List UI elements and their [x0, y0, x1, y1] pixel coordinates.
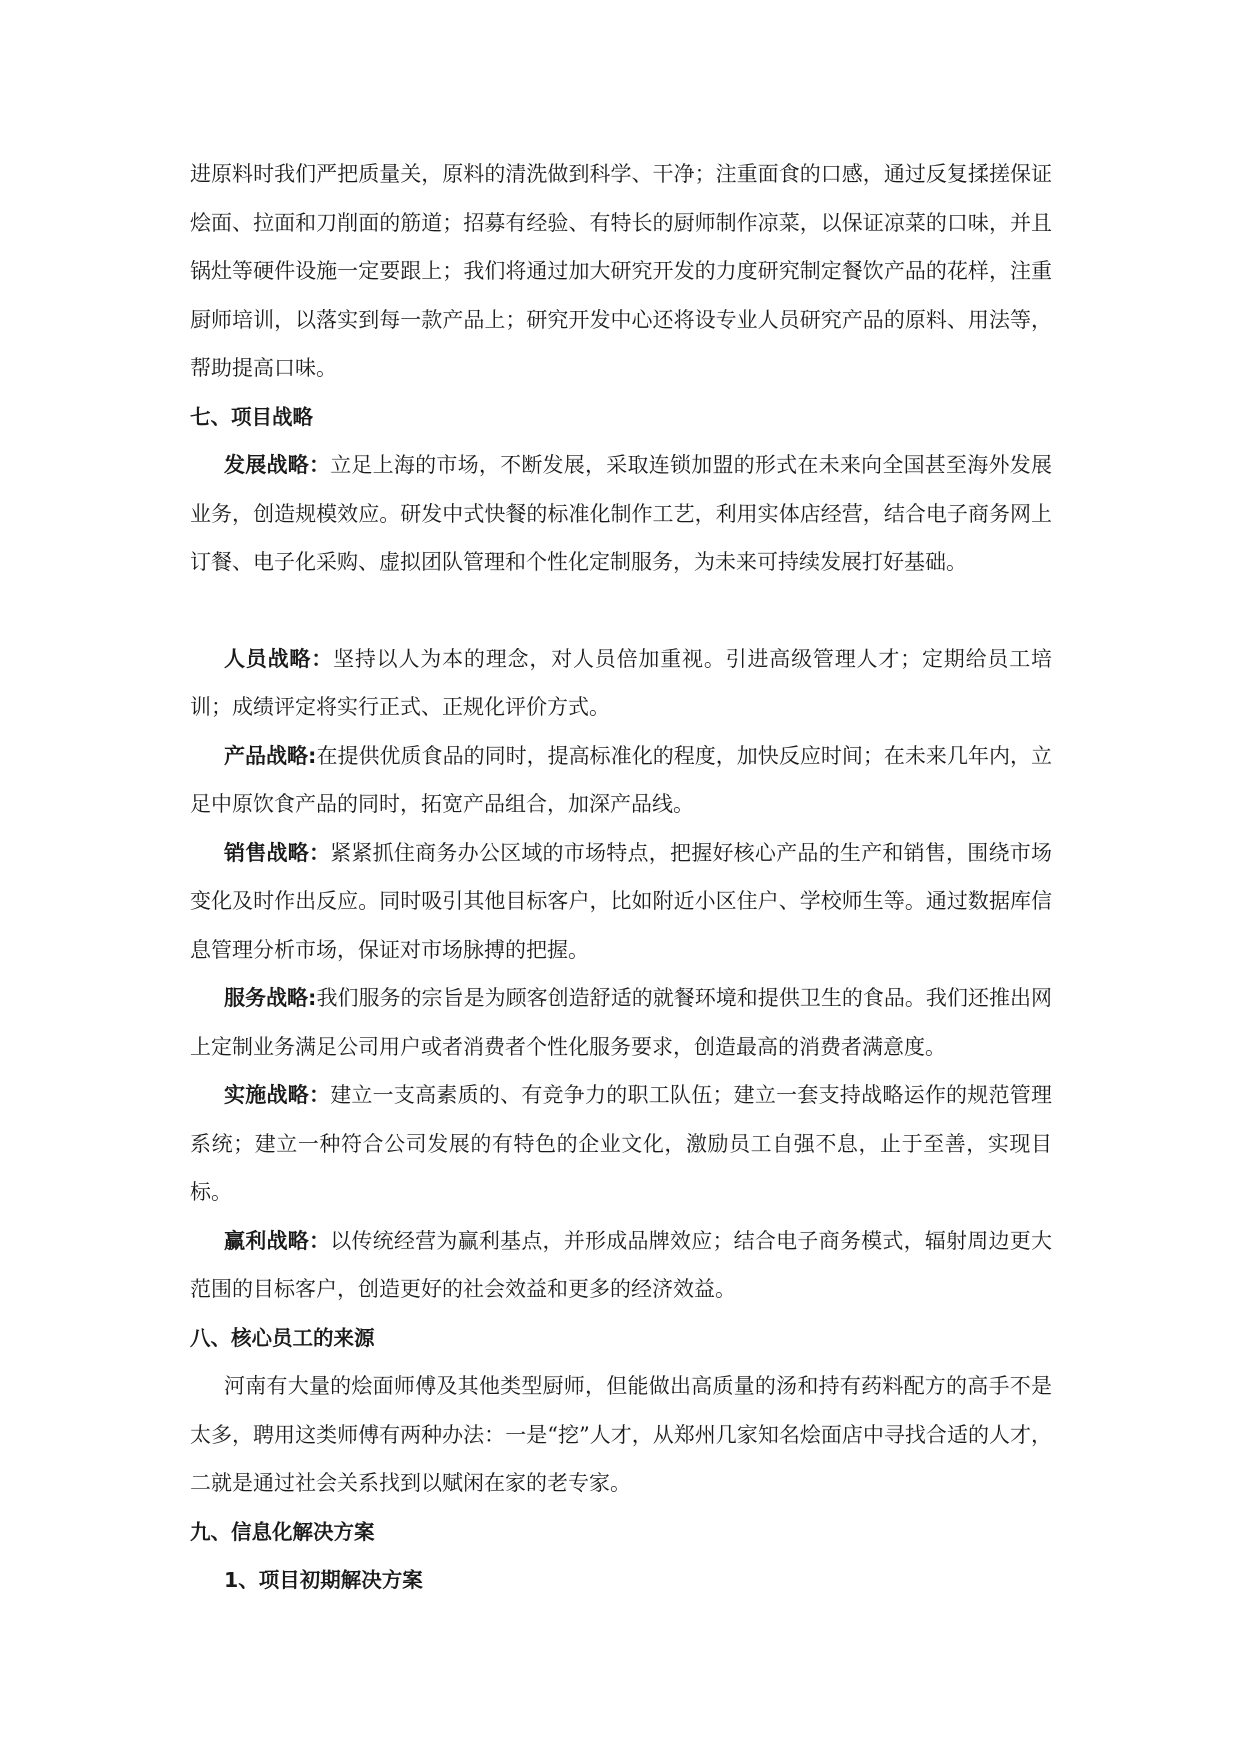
strategy-product	[190, 732, 1052, 829]
strategy-service	[190, 974, 1052, 1071]
strategy-text: 我们服务的宗旨是为顾客创造舒适的就餐环境和提供卫生的食品。我们还推出网上定制业务满足公司用户或者消费者个性化服务要求，创造最高的消费者满意度。	[190, 986, 1052, 1059]
section-8-heading: 八、核心员工的来源	[190, 1325, 375, 1350]
strategy-profit	[190, 1217, 1052, 1314]
strategy-label: 服务战略:	[224, 986, 317, 1010]
strategy-development	[190, 441, 1052, 587]
strategy-text: 坚持以人为本的理念，对人员倍加重视。引进高级管理人才；定期给员工培训；成绩评定将实行正式、正规化评价方式。	[190, 646, 1053, 719]
strategy-text: 紧紧抓住商务办公区域的市场特点，把握好核心产品的生产和销售，围绕市场变化及时作出反应。同时吸引其他目标客户，比如附近小区住户、学校师生等。通过数据库信息管理分析市场，保证对市场脉搏的把握。	[190, 840, 1053, 962]
strategy-label: 实施战略：	[224, 1083, 331, 1107]
strategy-text: 以传统经营为赢利基点，并形成品牌效应；结合电子商务模式，辐射周边更大范围的目标客户，创造更好的社会效益和更多的经济效益。	[190, 1228, 1053, 1301]
strategy-label: 人员战略：	[224, 646, 334, 671]
strategy-label: 产品战略:	[224, 743, 317, 768]
strategy-sales	[190, 829, 1052, 975]
strategy-label: 销售战略：	[224, 840, 331, 865]
section-8-paragraph: 河南有大量的烩面师傅及其他类型厨师，但能做出高质量的汤和持有药料配方的高手不是太多，聘用这类师傅有两种办法：一是“挖”人才，从郑州几家知名烩面店中寻找合适的人才，二就是通过社会关系找到以赋闲在家的老专家。	[190, 1374, 1052, 1495]
strategy-personnel	[190, 635, 1052, 732]
strategy-label: 赢利战略：	[224, 1228, 331, 1253]
strategy-text: 立足上海的市场，不断发展，采取连锁加盟的形式在未来向全国甚至海外发展业务，创造规模效应。研发中式快餐的标准化制作工艺，利用实体店经营，结合电子商务网上订餐、电子化采购、虚拟团队管理和个性化定制服务，为未来可持续发展打好基础。	[190, 453, 1053, 574]
subsection-1-heading: 1、项目初期解决方案	[224, 1568, 423, 1592]
document-page	[190, 150, 1052, 1605]
intro-paragraph: 进原料时我们严把质量关，原料的清洗做到科学、干净；注重面食的口感，通过反复揉搓保证烩面、拉面和刀削面的筋道；招募有经验、有特长的厨师制作凉菜，以保证凉菜的口味，并且锅灶等硬件设施一定要跟上；我们将通过加大研究开发的力度研究制定餐饮产品的花样，注重厨师培训，以落实到每一款产品上；研究开发中心还将设专业人员研究产品的原料、用法等，帮助提高口味。	[190, 162, 1052, 380]
strategy-text: 在提供优质食品的同时，提高标准化的程度，加快反应时间；在未来几年内，立足中原饮食产品的同时，拓宽产品组合，加深产品线。	[190, 743, 1052, 816]
blank-line	[190, 587, 1052, 635]
strategy-text: 建立一支高素质的、有竞争力的职工队伍；建立一套支持战略运作的规范管理系统；建立一种符合公司发展的有特色的企业文化，激励员工自强不息，止于至善，实现目标。	[190, 1083, 1053, 1204]
strategy-implementation	[190, 1071, 1052, 1217]
strategy-label: 发展战略：	[224, 453, 331, 477]
section-9-heading: 九、信息化解决方案	[190, 1519, 375, 1544]
section-7-heading: 七、项目战略	[190, 404, 313, 429]
